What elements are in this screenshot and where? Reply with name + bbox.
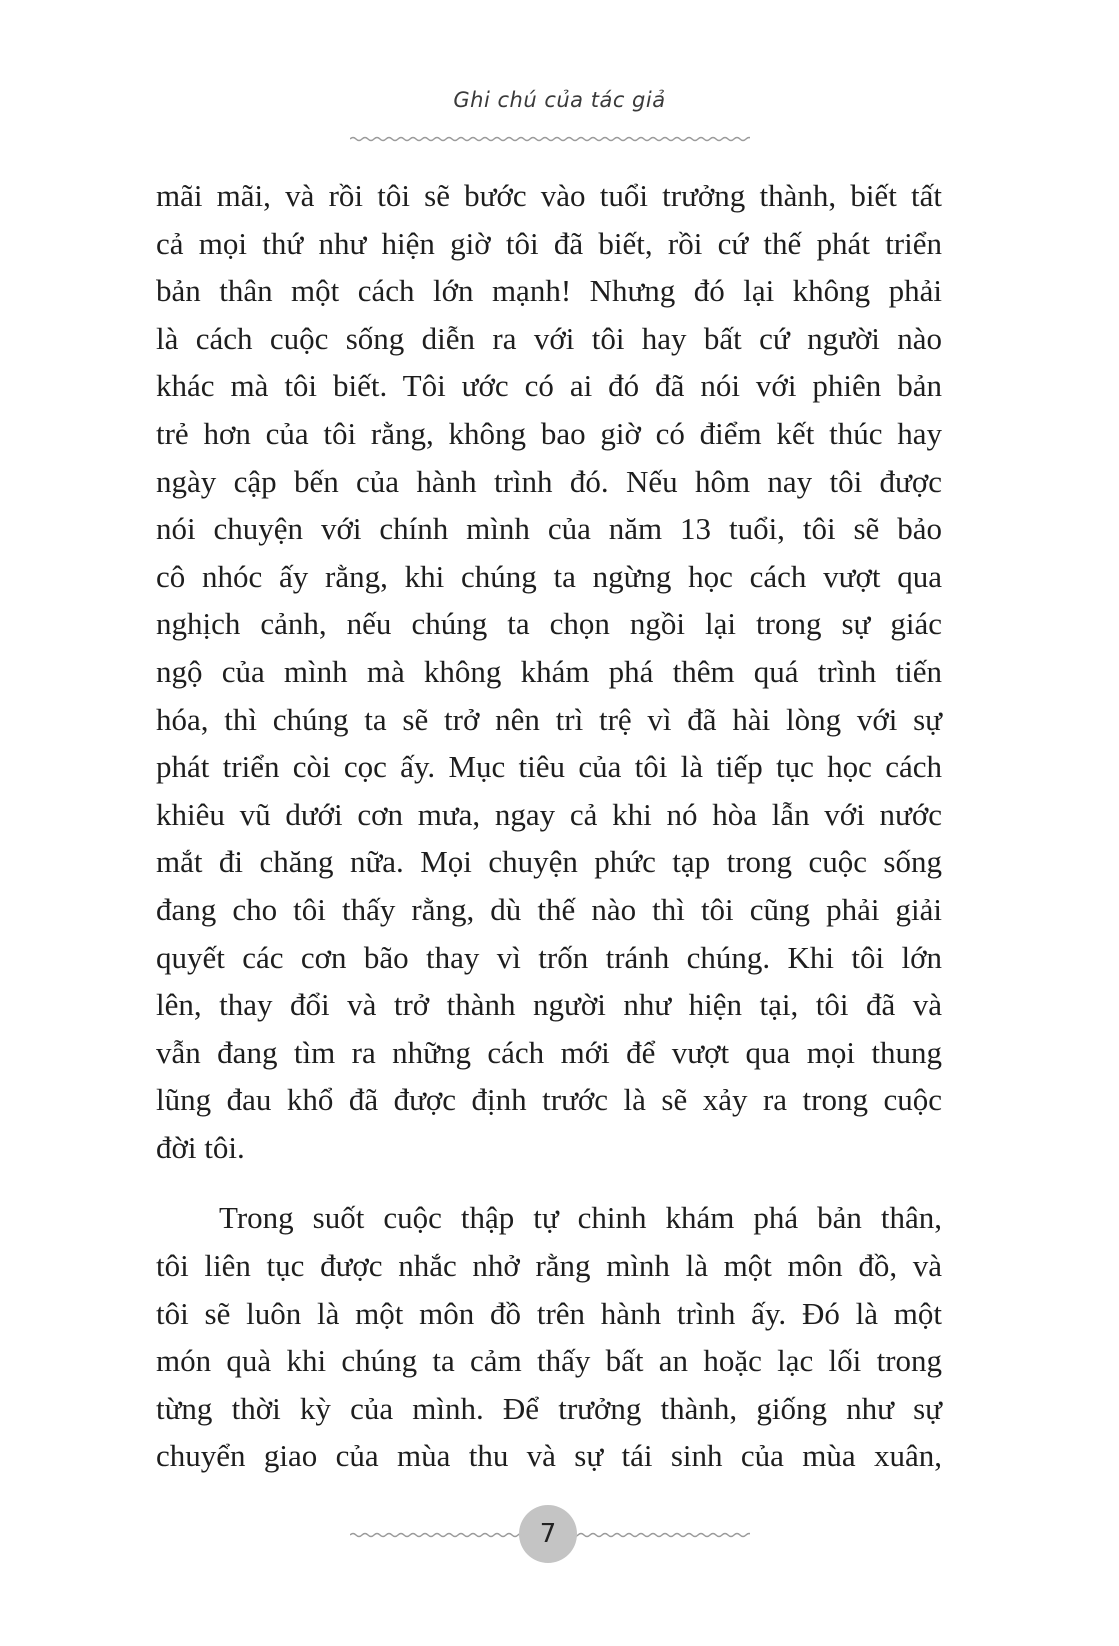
- text-line: khiêu vũ dưới cơn mưa, ngay cả khi nó hòa lẫn với nước: [156, 796, 942, 832]
- text-line: lên, thay đổi và trở thành người như hiện tại, tôi đã và: [156, 987, 942, 1023]
- text-line: lũng đau khổ đã được định trước là sẽ xảy ra trong cuộc: [156, 1082, 942, 1118]
- text-line: nghịch cảnh, nếu chúng ta chọn ngồi lại trong sự giác: [156, 606, 942, 642]
- paragraph-1: [156, 172, 942, 1171]
- page-number: 7: [539, 1519, 557, 1549]
- paragraph-spacer: [156, 1171, 942, 1194]
- header-wave-divider: [350, 132, 750, 146]
- text-line: bản thân một cách lớn mạnh! Nhưng đó lại không phải: [156, 273, 942, 309]
- text-line: cả mọi thứ như hiện giờ tôi đã biết, rồi cứ thế phát triển: [156, 225, 942, 261]
- text-line: từng thời kỳ của mình. Để trưởng thành, giống như sự: [156, 1390, 942, 1426]
- text-line: đời tôi.: [156, 1129, 245, 1165]
- text-line: tôi sẽ luôn là một môn đồ trên hành trình ấy. Đó là một: [156, 1295, 942, 1331]
- text-line: tôi liên tục được nhắc nhở rằng mình là một môn đồ, và: [156, 1248, 942, 1284]
- text-line: món quà khi chúng ta cảm thấy bất an hoặc lạc lối trong: [156, 1343, 942, 1379]
- text-line: ngày cập bến của hành trình đó. Nếu hôm nay tôi được: [156, 463, 942, 499]
- page-number-badge: [519, 1505, 577, 1563]
- text-line: trẻ hơn của tôi rằng, không bao giờ có điểm kết thúc hay: [156, 415, 942, 451]
- text-line: ngộ của mình mà không khám phá thêm quá trình tiến: [156, 653, 942, 689]
- text-line: mắt đi chăng nữa. Mọi chuyện phức tạp trong cuộc sống: [156, 844, 942, 880]
- text-line: hóa, thì chúng ta sẽ trở nên trì trệ vì đã hài lòng với sự: [156, 701, 942, 737]
- text-line: cô nhóc ấy rằng, khi chúng ta ngừng học cách vượt qua: [156, 558, 942, 594]
- text-line: là cách cuộc sống diễn ra với tôi hay bất cứ người nào: [156, 320, 942, 356]
- body-text: [156, 172, 942, 1480]
- paragraph-2: [156, 1194, 942, 1480]
- text-line: phát triển còi cọc ấy. Mục tiêu của tôi là tiếp tục học cách: [156, 749, 942, 785]
- text-line: quyết các cơn bão thay vì trốn tránh chúng. Khi tôi lớn: [156, 939, 942, 975]
- text-line: đang cho tôi thấy rằng, dù thế nào thì tôi cũng phải giải: [156, 891, 942, 927]
- text-line: khác mà tôi biết. Tôi ước có ai đó đã nói với phiên bản: [156, 368, 942, 404]
- text-line: mãi mãi, và rồi tôi sẽ bước vào tuổi trưởng thành, biết tất: [156, 178, 942, 213]
- text-line: nói chuyện với chính mình của năm 13 tuổi, tôi sẽ bảo: [156, 511, 942, 547]
- text-line: Trong suốt cuộc thập tự chinh khám phá bản thân,: [219, 1200, 942, 1236]
- text-line: chuyển giao của mùa thu và sự tái sinh của mùa xuân,: [156, 1438, 942, 1474]
- running-header: Ghi chú của tác giả: [453, 88, 666, 112]
- text-line: vẫn đang tìm ra những cách mới để vượt qua mọi thung: [156, 1034, 942, 1070]
